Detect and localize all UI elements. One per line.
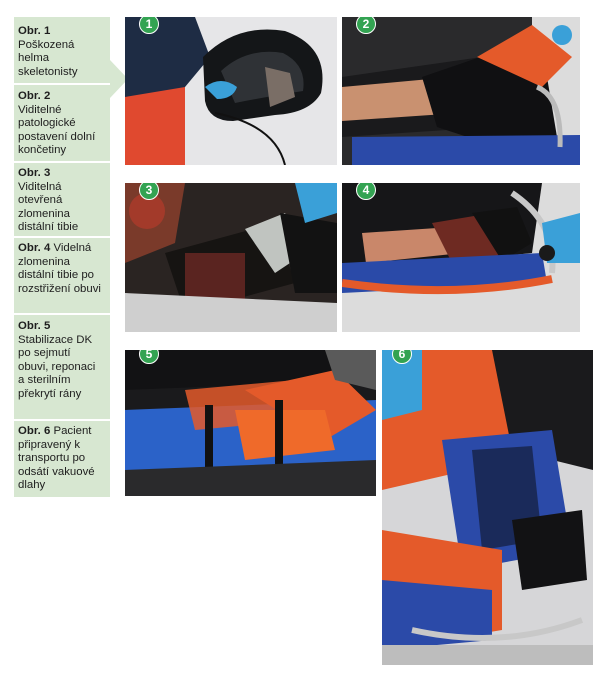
- caption-4: [18, 242, 104, 296]
- caption-1-label: Obr. 1: [18, 25, 51, 37]
- photo-4: [342, 183, 580, 332]
- caption-3: [18, 167, 104, 235]
- photo-1: [125, 17, 337, 165]
- photo-5: [125, 350, 376, 496]
- caption-5-text: Stabilizace DK po sejmutí obuvi, reponaci a sterilním překrytí rány: [18, 333, 96, 400]
- photo-number-badge: 5: [139, 350, 159, 364]
- caption-divider: [14, 419, 110, 421]
- caption-6-label: Obr. 6: [18, 425, 51, 437]
- caption-divider: [14, 161, 110, 163]
- caption-3-text: Viditelná otevřená zlomenina distální tibie: [18, 180, 79, 234]
- photo-6: [382, 350, 593, 665]
- open-fracture-photo: [125, 183, 337, 332]
- caption-3-label: Obr. 3: [18, 167, 51, 179]
- caption-2-label: Obr. 2: [18, 90, 51, 102]
- photo-number-badge: 2: [356, 17, 376, 34]
- caption-5-label: Obr. 5: [18, 320, 51, 332]
- photo-number-badge: 1: [139, 17, 159, 34]
- transport-ready-photo: [382, 350, 593, 665]
- photo-number-badge: 6: [392, 350, 412, 364]
- photo-3: [125, 183, 337, 332]
- caption-4-text: Videlná zlomenina distální tibie po rozstřižení obuvi: [18, 242, 101, 295]
- caption-2-text: Viditelné patologické postavení dolní končetiny: [18, 103, 96, 157]
- helmet-photo: [125, 17, 337, 165]
- stabilization-photo: [125, 350, 376, 496]
- fracture-after-cut-photo: [342, 183, 580, 332]
- caption-5: [18, 320, 104, 402]
- photo-2: [342, 17, 580, 165]
- photo-number-badge: 4: [356, 183, 376, 200]
- caption-4-label: Obr. 4: [18, 242, 51, 254]
- caption-divider: [14, 236, 110, 238]
- caption-divider: [14, 313, 110, 315]
- caption-6: [18, 425, 104, 493]
- leg-deformity-photo: [342, 17, 580, 165]
- caption-2: [18, 90, 104, 158]
- caption-6-text: Pacient připravený k transportu po odsátí vakuové dlahy: [18, 425, 95, 492]
- caption-1: [18, 25, 104, 79]
- photo-number-badge: 3: [139, 183, 159, 200]
- caption-1-text: Poškozená helma skeletonisty: [18, 38, 78, 78]
- caption-divider: [14, 83, 110, 85]
